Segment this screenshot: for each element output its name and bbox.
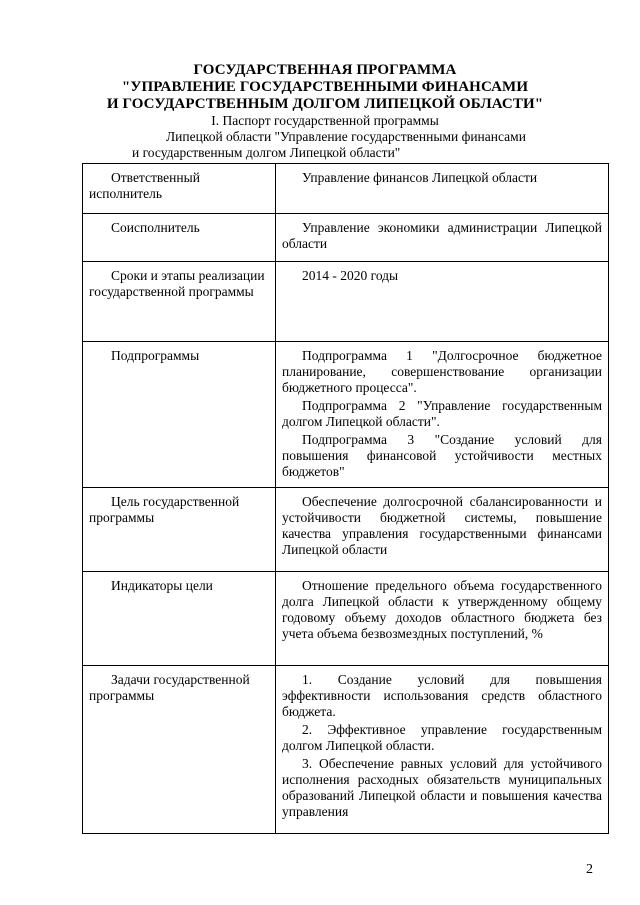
passport-table (82, 163, 609, 834)
value-paragraph: 2. Эффективное управление государственным долгом Липецкой области. (282, 722, 602, 753)
page-number: 2 (586, 862, 593, 877)
row-label: Ответственный исполнитель (83, 164, 276, 214)
passport-subtitle-line-1: I. Паспорт государственной программы (211, 113, 439, 128)
table-row (83, 342, 609, 488)
row-value (276, 666, 609, 834)
passport-subtitle-line-2: Липецкой области "Управление государственными финансами (166, 129, 526, 144)
program-title-line-3: И ГОСУДАРСТВЕННЫМ ДОЛГОМ ЛИПЕЦКОЙ ОБЛАСТИ" (106, 96, 544, 112)
value-paragraph: Подпрограмма 2 "Управление государственным долгом Липецкой области". (282, 398, 602, 429)
table-row (83, 262, 609, 342)
row-value (276, 262, 609, 342)
row-label: Подпрограммы (83, 342, 276, 488)
table-row (83, 164, 609, 214)
table-row (83, 572, 609, 666)
value-paragraph: Обеспечение долгосрочной сбалансированности и устойчивости бюджетной системы, повышение качества управления государственными финансами Липецкой области (282, 494, 602, 557)
value-paragraph: Отношение предельного объема государственного долга Липецкой области к утвержденному общему годовому объему доходов областного бюджета без учета объема безвозмездных поступлений, % (282, 578, 602, 641)
value-paragraph: 3. Обеспечение равных условий для устойчивого исполнения расходных обязательств муниципальных образований Липецкой области и повышения качества управления (282, 756, 602, 819)
row-label: Индикаторы цели (83, 572, 276, 666)
table-row (83, 488, 609, 572)
row-value (276, 488, 609, 572)
value-paragraph: Подпрограмма 3 "Создание условий для повышения финансовой устойчивости местных бюджетов" (282, 432, 602, 479)
row-value (276, 164, 609, 214)
value-paragraph: Подпрограмма 1 "Долгосрочное бюджетное планирование, совершенствование организации бюджетного процесса". (282, 348, 602, 395)
passport-subtitle-line-3: и государственным долгом Липецкой области" (132, 145, 401, 160)
row-value (276, 572, 609, 666)
table-row (83, 666, 609, 834)
value-paragraph: 1. Создание условий для повышения эффективности использования средств областного бюджета. (282, 672, 602, 719)
program-title-line-2: "УПРАВЛЕНИЕ ГОСУДАРСТВЕННЫМИ ФИНАНСАМИ (121, 79, 529, 95)
row-label: Соисполнитель (83, 214, 276, 262)
row-value (276, 214, 609, 262)
table-row (83, 214, 609, 262)
row-label: Сроки и этапы реализации государственной программы (83, 262, 276, 342)
row-label: Цель государственной программы (83, 488, 276, 572)
value-paragraph: Управление экономики администрации Липецкой области (282, 220, 602, 251)
row-label: Задачи государственной программы (83, 666, 276, 834)
value-paragraph: Управление финансов Липецкой области (302, 170, 538, 185)
value-paragraph: 2014 - 2020 годы (302, 268, 399, 283)
row-value (276, 342, 609, 488)
program-title-line-1: ГОСУДАРСТВЕННАЯ ПРОГРАММА (193, 62, 457, 78)
